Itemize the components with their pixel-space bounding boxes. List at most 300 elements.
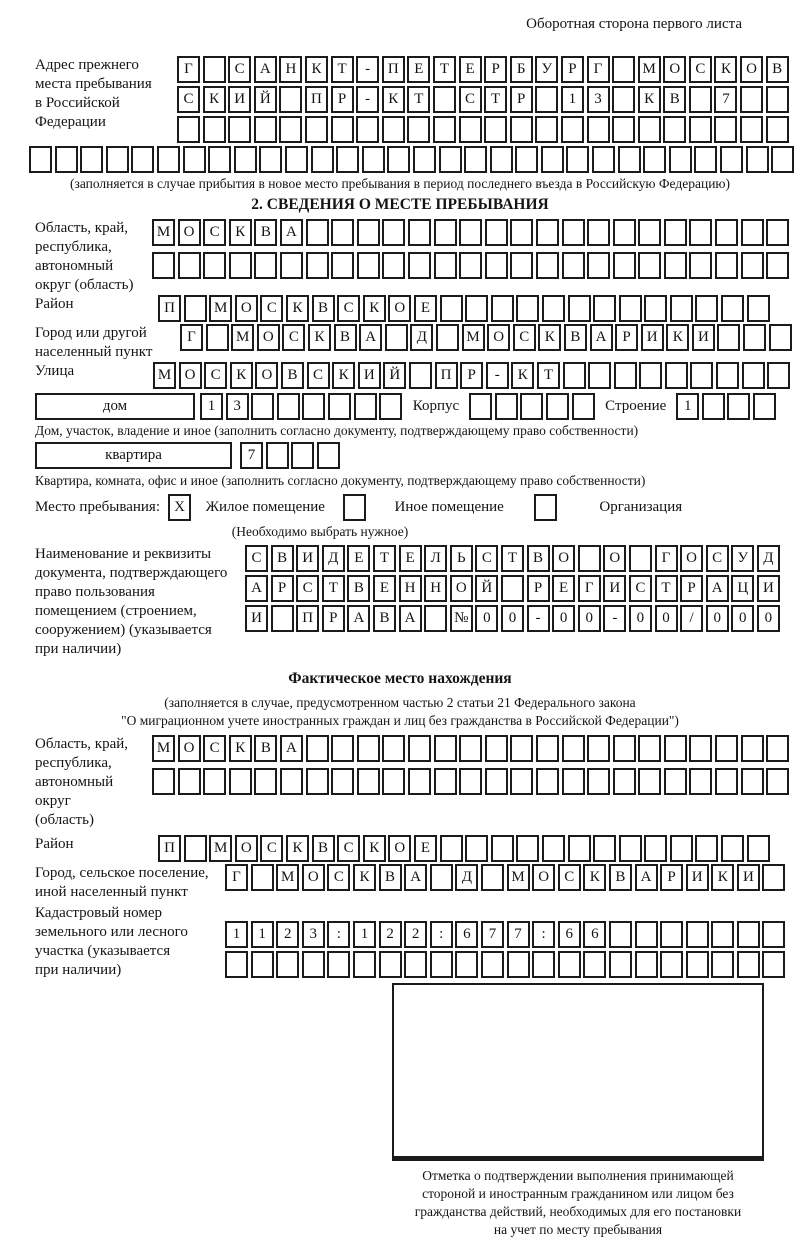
char-cell[interactable] — [266, 442, 289, 469]
char-cell[interactable]: Г — [655, 545, 678, 572]
char-cell[interactable]: К — [230, 362, 253, 389]
char-cell[interactable] — [694, 146, 717, 173]
char-cell[interactable] — [203, 116, 226, 143]
char-cell[interactable] — [184, 835, 207, 862]
char-cell[interactable] — [716, 362, 739, 389]
char-cell[interactable] — [515, 146, 538, 173]
char-cell[interactable] — [644, 295, 667, 322]
char-cell[interactable] — [562, 219, 585, 246]
char-cell[interactable] — [404, 951, 427, 978]
char-cell[interactable]: О — [235, 835, 258, 862]
char-cell[interactable] — [379, 951, 402, 978]
char-cell[interactable]: И — [686, 864, 709, 891]
char-cell[interactable]: А — [590, 324, 613, 351]
char-cell[interactable] — [408, 735, 431, 762]
char-cell[interactable] — [357, 735, 380, 762]
char-cell[interactable] — [612, 56, 635, 83]
char-cell[interactable] — [459, 768, 482, 795]
char-cell[interactable] — [254, 768, 277, 795]
char-cell[interactable] — [635, 921, 658, 948]
char-cell[interactable] — [669, 146, 692, 173]
char-cell[interactable]: М — [152, 219, 175, 246]
char-cell[interactable]: Е — [347, 545, 370, 572]
char-cell[interactable]: Е — [407, 56, 430, 83]
char-cell[interactable]: В — [663, 86, 686, 113]
char-cell[interactable] — [741, 219, 764, 246]
char-cell[interactable] — [510, 735, 533, 762]
char-cell[interactable] — [587, 219, 610, 246]
char-cell[interactable]: И — [358, 362, 381, 389]
char-cell[interactable]: О — [663, 56, 686, 83]
char-cell[interactable] — [638, 219, 661, 246]
char-cell[interactable] — [208, 146, 231, 173]
char-cell[interactable] — [302, 951, 325, 978]
char-cell[interactable] — [277, 393, 300, 420]
char-cell[interactable]: 0 — [731, 605, 754, 632]
char-cell[interactable] — [766, 768, 789, 795]
char-cell[interactable] — [578, 545, 601, 572]
char-cell[interactable] — [328, 393, 351, 420]
char-cell[interactable] — [558, 951, 581, 978]
char-cell[interactable] — [541, 146, 564, 173]
char-cell[interactable] — [485, 768, 508, 795]
char-cell[interactable]: Р — [561, 56, 584, 83]
char-cell[interactable] — [588, 362, 611, 389]
char-cell[interactable] — [638, 116, 661, 143]
char-cell[interactable]: Г — [578, 575, 601, 602]
char-cell[interactable]: В — [254, 219, 277, 246]
char-cell[interactable] — [639, 362, 662, 389]
char-cell[interactable]: 0 — [706, 605, 729, 632]
char-cell[interactable]: И — [245, 605, 268, 632]
char-cell[interactable]: С — [204, 362, 227, 389]
char-cell[interactable]: 7 — [481, 921, 504, 948]
char-cell[interactable] — [357, 252, 380, 279]
char-cell[interactable]: А — [635, 864, 658, 891]
char-cell[interactable] — [766, 86, 789, 113]
char-cell[interactable] — [203, 768, 226, 795]
char-cell[interactable] — [485, 735, 508, 762]
char-cell[interactable] — [690, 362, 713, 389]
char-cell[interactable] — [660, 921, 683, 948]
char-cell[interactable] — [485, 219, 508, 246]
char-cell[interactable] — [280, 768, 303, 795]
char-cell[interactable]: 3 — [302, 921, 325, 948]
char-cell[interactable] — [587, 116, 610, 143]
char-cell[interactable] — [711, 921, 734, 948]
char-cell[interactable] — [638, 252, 661, 279]
char-cell[interactable] — [495, 393, 518, 420]
char-cell[interactable]: К — [711, 864, 734, 891]
char-cell[interactable] — [670, 295, 693, 322]
char-cell[interactable] — [306, 735, 329, 762]
char-cell[interactable] — [532, 951, 555, 978]
char-cell[interactable] — [152, 768, 175, 795]
char-cell[interactable]: Т — [501, 545, 524, 572]
char-cell[interactable]: П — [158, 835, 181, 862]
char-cell[interactable] — [455, 951, 478, 978]
char-cell[interactable] — [714, 116, 737, 143]
char-cell[interactable] — [510, 219, 533, 246]
char-cell[interactable]: 1 — [251, 921, 274, 948]
char-cell[interactable]: К — [714, 56, 737, 83]
char-cell[interactable]: В — [379, 864, 402, 891]
char-cell[interactable]: И — [692, 324, 715, 351]
char-cell[interactable]: К — [511, 362, 534, 389]
char-cell[interactable] — [382, 735, 405, 762]
char-cell[interactable] — [251, 393, 274, 420]
char-cell[interactable]: 1 — [200, 393, 223, 420]
char-cell[interactable] — [203, 56, 226, 83]
char-cell[interactable]: 3 — [587, 86, 610, 113]
char-cell[interactable]: Л — [424, 545, 447, 572]
char-cell[interactable]: К — [538, 324, 561, 351]
char-cell[interactable]: Г — [180, 324, 203, 351]
char-cell[interactable] — [306, 768, 329, 795]
char-cell[interactable] — [566, 146, 589, 173]
char-cell[interactable]: М — [209, 835, 232, 862]
char-cell[interactable]: С — [459, 86, 482, 113]
char-cell[interactable] — [546, 393, 569, 420]
char-cell[interactable]: Р — [331, 86, 354, 113]
char-cell[interactable] — [178, 768, 201, 795]
char-cell[interactable]: М — [638, 56, 661, 83]
char-cell[interactable] — [306, 219, 329, 246]
char-cell[interactable] — [317, 442, 340, 469]
char-cell[interactable]: О — [388, 295, 411, 322]
char-cell[interactable] — [407, 116, 430, 143]
char-cell[interactable]: Е — [552, 575, 575, 602]
char-cell[interactable]: С — [706, 545, 729, 572]
char-cell[interactable] — [613, 219, 636, 246]
char-cell[interactable]: А — [359, 324, 382, 351]
char-cell[interactable] — [413, 146, 436, 173]
char-cell[interactable]: Г — [225, 864, 248, 891]
char-cell[interactable] — [481, 951, 504, 978]
char-cell[interactable] — [644, 835, 667, 862]
char-cell[interactable] — [357, 219, 380, 246]
char-cell[interactable] — [747, 835, 770, 862]
char-cell[interactable]: Н — [279, 56, 302, 83]
char-cell[interactable]: А — [245, 575, 268, 602]
char-cell[interactable] — [587, 735, 610, 762]
char-cell[interactable]: Е — [414, 295, 437, 322]
char-cell[interactable]: Т — [322, 575, 345, 602]
char-cell[interactable]: С — [228, 56, 251, 83]
char-cell[interactable]: П — [435, 362, 458, 389]
char-cell[interactable] — [520, 393, 543, 420]
char-cell[interactable] — [740, 86, 763, 113]
char-cell[interactable] — [228, 116, 251, 143]
char-cell[interactable] — [382, 768, 405, 795]
char-cell[interactable]: К — [363, 295, 386, 322]
char-cell[interactable]: А — [706, 575, 729, 602]
char-cell[interactable]: - — [603, 605, 626, 632]
char-cell[interactable]: 1 — [225, 921, 248, 948]
char-cell[interactable]: С — [558, 864, 581, 891]
char-cell[interactable] — [382, 116, 405, 143]
stay-type-checkbox-organization[interactable] — [534, 494, 557, 521]
char-cell[interactable]: М — [231, 324, 254, 351]
char-cell[interactable] — [535, 86, 558, 113]
char-cell[interactable]: Т — [655, 575, 678, 602]
char-cell[interactable] — [178, 252, 201, 279]
char-cell[interactable]: 6 — [455, 921, 478, 948]
char-cell[interactable]: П — [296, 605, 319, 632]
char-cell[interactable]: Ь — [450, 545, 473, 572]
char-cell[interactable] — [561, 116, 584, 143]
char-cell[interactable] — [433, 116, 456, 143]
char-cell[interactable]: - — [527, 605, 550, 632]
char-cell[interactable]: В — [766, 56, 789, 83]
char-cell[interactable] — [535, 116, 558, 143]
char-cell[interactable]: Д — [322, 545, 345, 572]
char-cell[interactable] — [439, 146, 462, 173]
char-cell[interactable] — [251, 864, 274, 891]
char-cell[interactable] — [689, 735, 712, 762]
char-cell[interactable]: Д — [455, 864, 478, 891]
char-cell[interactable] — [717, 324, 740, 351]
char-cell[interactable] — [353, 951, 376, 978]
char-cell[interactable]: С — [177, 86, 200, 113]
char-cell[interactable]: Н — [424, 575, 447, 602]
char-cell[interactable] — [536, 252, 559, 279]
char-cell[interactable] — [593, 295, 616, 322]
char-cell[interactable] — [689, 768, 712, 795]
char-cell[interactable] — [587, 252, 610, 279]
char-cell[interactable]: : — [532, 921, 555, 948]
char-cell[interactable]: А — [280, 219, 303, 246]
char-cell[interactable]: П — [382, 56, 405, 83]
char-cell[interactable]: 0 — [578, 605, 601, 632]
char-cell[interactable]: С — [245, 545, 268, 572]
char-cell[interactable] — [727, 393, 750, 420]
char-cell[interactable]: : — [430, 921, 453, 948]
char-cell[interactable] — [762, 921, 785, 948]
char-cell[interactable] — [638, 735, 661, 762]
char-cell[interactable] — [459, 252, 482, 279]
char-cell[interactable] — [762, 951, 785, 978]
char-cell[interactable]: П — [158, 295, 181, 322]
char-cell[interactable] — [285, 146, 308, 173]
char-cell[interactable]: К — [638, 86, 661, 113]
char-cell[interactable]: К — [666, 324, 689, 351]
char-cell[interactable]: В — [527, 545, 550, 572]
char-cell[interactable]: В — [373, 605, 396, 632]
char-cell[interactable] — [203, 252, 226, 279]
char-cell[interactable] — [434, 219, 457, 246]
char-cell[interactable] — [563, 362, 586, 389]
char-cell[interactable]: А — [254, 56, 277, 83]
char-cell[interactable]: 7 — [507, 921, 530, 948]
char-cell[interactable]: О — [179, 362, 202, 389]
char-cell[interactable]: Р — [484, 56, 507, 83]
char-cell[interactable] — [740, 116, 763, 143]
char-cell[interactable]: К — [583, 864, 606, 891]
char-cell[interactable] — [408, 219, 431, 246]
char-cell[interactable]: Р — [615, 324, 638, 351]
char-cell[interactable] — [55, 146, 78, 173]
char-cell[interactable] — [737, 921, 760, 948]
char-cell[interactable] — [767, 362, 790, 389]
char-cell[interactable] — [638, 768, 661, 795]
char-cell[interactable] — [686, 921, 709, 948]
char-cell[interactable] — [510, 768, 533, 795]
char-cell[interactable] — [643, 146, 666, 173]
char-cell[interactable]: М — [152, 735, 175, 762]
char-cell[interactable]: 2 — [404, 921, 427, 948]
char-cell[interactable]: В — [312, 835, 335, 862]
char-cell[interactable] — [434, 735, 457, 762]
char-cell[interactable] — [536, 219, 559, 246]
char-cell[interactable]: В — [312, 295, 335, 322]
char-cell[interactable]: В — [347, 575, 370, 602]
char-cell[interactable] — [747, 295, 770, 322]
char-cell[interactable] — [689, 116, 712, 143]
char-cell[interactable] — [702, 393, 725, 420]
char-cell[interactable]: О — [178, 219, 201, 246]
char-cell[interactable]: Й — [383, 362, 406, 389]
char-cell[interactable]: М — [462, 324, 485, 351]
char-cell[interactable]: № — [450, 605, 473, 632]
char-cell[interactable]: Ц — [731, 575, 754, 602]
char-cell[interactable]: К — [353, 864, 376, 891]
char-cell[interactable] — [357, 768, 380, 795]
char-cell[interactable]: В — [564, 324, 587, 351]
char-cell[interactable] — [484, 116, 507, 143]
char-cell[interactable]: Е — [414, 835, 437, 862]
char-cell[interactable] — [711, 951, 734, 978]
char-cell[interactable] — [715, 735, 738, 762]
char-cell[interactable] — [434, 252, 457, 279]
char-cell[interactable]: Н — [399, 575, 422, 602]
char-cell[interactable]: Е — [373, 575, 396, 602]
char-cell[interactable]: Д — [757, 545, 780, 572]
char-cell[interactable]: В — [271, 545, 294, 572]
char-cell[interactable] — [276, 951, 299, 978]
char-cell[interactable] — [721, 835, 744, 862]
char-cell[interactable] — [229, 768, 252, 795]
char-cell[interactable] — [379, 393, 402, 420]
char-cell[interactable] — [670, 835, 693, 862]
char-cell[interactable] — [664, 735, 687, 762]
char-cell[interactable] — [440, 295, 463, 322]
char-cell[interactable]: У — [535, 56, 558, 83]
char-cell[interactable] — [769, 324, 792, 351]
char-cell[interactable] — [689, 86, 712, 113]
char-cell[interactable] — [609, 951, 632, 978]
char-cell[interactable] — [491, 835, 514, 862]
char-cell[interactable]: 0 — [552, 605, 575, 632]
char-cell[interactable]: У — [731, 545, 754, 572]
char-cell[interactable] — [311, 146, 334, 173]
char-cell[interactable] — [618, 146, 641, 173]
char-cell[interactable] — [291, 442, 314, 469]
char-cell[interactable] — [743, 324, 766, 351]
char-cell[interactable] — [613, 768, 636, 795]
char-cell[interactable]: О — [178, 735, 201, 762]
char-cell[interactable] — [157, 146, 180, 173]
char-cell[interactable] — [741, 768, 764, 795]
char-cell[interactable]: - — [356, 86, 379, 113]
char-cell[interactable]: О — [302, 864, 325, 891]
char-cell[interactable] — [572, 393, 595, 420]
char-cell[interactable]: К — [229, 219, 252, 246]
char-cell[interactable] — [501, 575, 524, 602]
char-cell[interactable] — [695, 835, 718, 862]
char-cell[interactable]: М — [276, 864, 299, 891]
char-cell[interactable]: О — [255, 362, 278, 389]
char-cell[interactable]: К — [308, 324, 331, 351]
char-cell[interactable] — [336, 146, 359, 173]
char-cell[interactable]: Р — [510, 86, 533, 113]
char-cell[interactable]: О — [450, 575, 473, 602]
char-cell[interactable] — [663, 116, 686, 143]
char-cell[interactable] — [614, 362, 637, 389]
char-cell[interactable] — [433, 86, 456, 113]
char-cell[interactable] — [229, 252, 252, 279]
char-cell[interactable]: И — [228, 86, 251, 113]
char-cell[interactable]: С — [629, 575, 652, 602]
char-cell[interactable]: Р — [680, 575, 703, 602]
char-cell[interactable] — [737, 951, 760, 978]
char-cell[interactable] — [331, 768, 354, 795]
char-cell[interactable]: К — [286, 295, 309, 322]
char-cell[interactable]: О — [388, 835, 411, 862]
char-cell[interactable] — [459, 116, 482, 143]
char-cell[interactable]: А — [280, 735, 303, 762]
char-cell[interactable] — [234, 146, 257, 173]
char-cell[interactable]: Е — [459, 56, 482, 83]
char-cell[interactable] — [766, 219, 789, 246]
char-cell[interactable]: Р — [660, 864, 683, 891]
char-cell[interactable]: С — [337, 835, 360, 862]
char-cell[interactable] — [254, 116, 277, 143]
char-cell[interactable]: Р — [527, 575, 550, 602]
char-cell[interactable] — [305, 116, 328, 143]
char-cell[interactable]: В — [281, 362, 304, 389]
char-cell[interactable] — [183, 146, 206, 173]
char-cell[interactable] — [635, 951, 658, 978]
char-cell[interactable]: 2 — [379, 921, 402, 948]
char-cell[interactable] — [481, 864, 504, 891]
char-cell[interactable] — [660, 951, 683, 978]
stay-type-checkbox-other[interactable] — [343, 494, 366, 521]
char-cell[interactable] — [742, 362, 765, 389]
char-cell[interactable]: С — [689, 56, 712, 83]
char-cell[interactable]: 0 — [655, 605, 678, 632]
char-cell[interactable] — [465, 295, 488, 322]
stay-type-checkbox-residential[interactable]: X — [168, 494, 191, 521]
char-cell[interactable]: С — [260, 835, 283, 862]
char-cell[interactable] — [259, 146, 282, 173]
char-cell[interactable] — [331, 252, 354, 279]
char-cell[interactable] — [424, 605, 447, 632]
char-cell[interactable]: О — [532, 864, 555, 891]
char-cell[interactable] — [29, 146, 52, 173]
char-cell[interactable]: А — [347, 605, 370, 632]
char-cell[interactable]: - — [356, 56, 379, 83]
char-cell[interactable]: 0 — [475, 605, 498, 632]
char-cell[interactable]: О — [680, 545, 703, 572]
char-cell[interactable] — [593, 835, 616, 862]
char-cell[interactable] — [354, 393, 377, 420]
char-cell[interactable] — [592, 146, 615, 173]
char-cell[interactable] — [131, 146, 154, 173]
char-cell[interactable] — [542, 295, 565, 322]
char-cell[interactable]: К — [363, 835, 386, 862]
char-cell[interactable] — [715, 768, 738, 795]
